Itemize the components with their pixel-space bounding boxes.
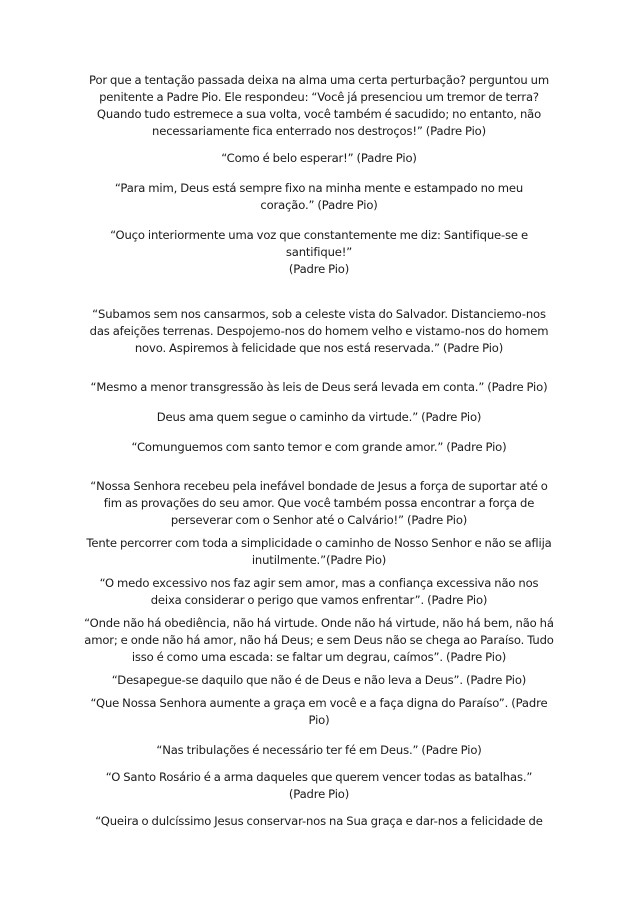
quote-paragraph: “Queira o dulcíssimo Jesus conservar-nos na Sua graça e dar-nos a felicidade de: [95, 814, 543, 828]
quote-paragraph: “Nas tribulações é necessário ter fé em Deus.” (Padre Pio): [156, 743, 482, 757]
quote-paragraph: Tente percorrer com toda a simplicidade o caminho de Nosso Senhor e não se aflija inutilmente.”(Padre Pio): [86, 536, 552, 567]
quote-paragraph: Deus ama quem segue o caminho da virtude.” (Padre Pio): [156, 410, 482, 424]
quote-paragraph: Por que a tentação passada deixa na alma uma certa perturbação? perguntou um penitente a Padre Pio. Ele respondeu: “Você já presenciou um tremor de terra? Quando tudo estremece a sua volta, você também é sacudido; no entanto, não necessariamente fica enterrado nos destroços!” (Padre Pio): [89, 73, 549, 138]
quote-paragraph: “Desapegue-se daquilo que não é de Deus e não leva a Deus”. (Padre Pio): [111, 673, 527, 687]
quote-paragraph: “Mesmo a menor transgressão às leis de Deus será levada em conta.” (Padre Pio): [90, 380, 548, 394]
quote-paragraph: “Nossa Senhora recebeu pela inefável bondade de Jesus a força de suportar até o fim as provações do seu amor. Que você também possa encontrar a força de perseverar com o Senhor até o Calvário!” (Padre Pio): [90, 479, 548, 527]
quote-paragraph: “Como é belo esperar!” (Padre Pio): [221, 151, 417, 165]
quote-paragraph: “Onde não há obediência, não há virtude. Onde não há virtude, não há bem, não há amor; e onde não há amor, não há Deus; e sem Deus não se chega ao Paraíso. Tudo isso é como uma escada: se faltar um degrau, caímos”. (Padre Pio): [84, 616, 554, 664]
quote-paragraph: “Ouço interiormente uma voz que constantemente me diz: Santifique-se e santifique!”: [110, 228, 528, 259]
quote-paragraph: “O Santo Rosário é a arma daqueles que querem vencer todas as batalhas.” (Padre Pio): [105, 770, 533, 801]
document-page: [84, 72, 554, 830]
quote-paragraph: “Subamos sem nos cansarmos, sob a celeste vista do Salvador. Distanciemo-nos das afeições terrenas. Despojemo-nos do homem velho e vistamo-nos do homem novo. Aspiremos à felicidade que nos está reservada.” (Padre Pio): [89, 307, 549, 355]
quote-paragraph: “O medo excessivo nos faz agir sem amor, mas a confiança excessiva não nos deixa considerar o perigo que vamos enfrentar”. (Padre Pio): [99, 576, 539, 607]
quote-paragraph: “Comunguemos com santo temor e com grande amor.” (Padre Pio): [131, 440, 507, 454]
quote-attribution: (Padre Pio): [288, 262, 350, 276]
quote-paragraph: “Para mim, Deus está sempre fixo na minha mente e estampado no meu coração.” (Padre Pio): [114, 181, 524, 212]
quote-paragraph: “Que Nossa Senhora aumente a graça em você e a faça digna do Paraíso”. (Padre Pio): [90, 696, 548, 727]
